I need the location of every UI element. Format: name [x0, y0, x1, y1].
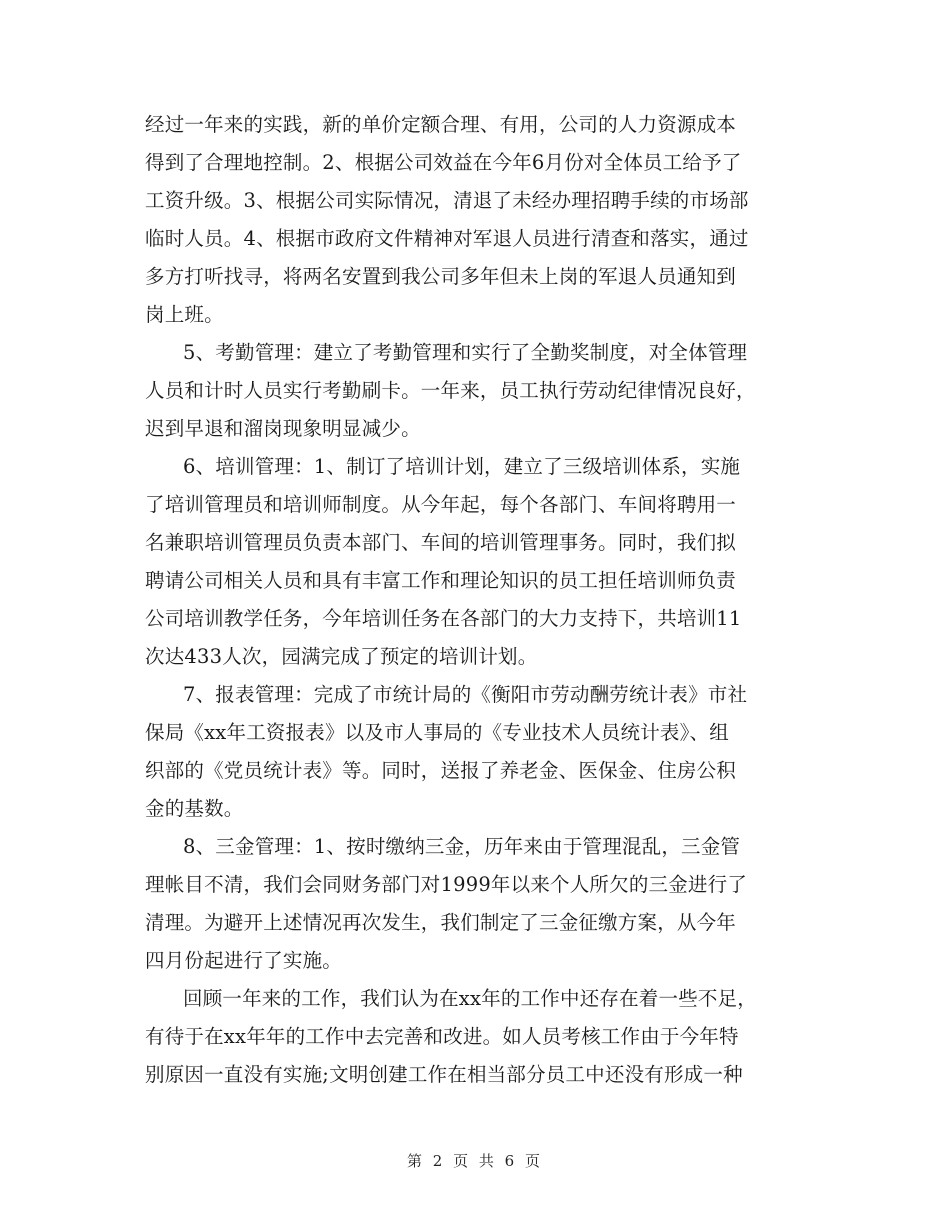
text-line: 人员和计时人员实行考勤刷卡。一年来，员工执行劳动纪律情况良好， — [145, 379, 756, 402]
text-line: 次达433人次，园满完成了预定的培训计划。 — [145, 645, 538, 668]
text-line: 临时人员。4、根据市政府文件精神对军退人员进行清查和落实，通过 — [145, 227, 749, 250]
text-line: 清理。为避开上述情况再次发生，我们制定了三金征缴方案，从今年 — [145, 911, 737, 934]
text-line: 聘请公司相关人员和具有丰富工作和理论知识的员工担任培训师负责 — [145, 569, 737, 592]
document-body — [145, 106, 813, 1094]
text-line: 7、报表管理：完成了市统计局的《衡阳市劳动酬劳统计表》市社 — [183, 683, 748, 706]
text-line: 8、三金管理：1、按时缴纳三金，历年来由于管理混乱，三金管 — [183, 835, 741, 858]
text-line: 岗上班。 — [145, 303, 224, 326]
text-line: 保局《xx年工资报表》以及市人事局的《专业技术人员统计表》、组 — [145, 721, 729, 744]
text-line: 名兼职培训管理员负责本部门、车间的培训管理事务。同时，我们拟 — [145, 531, 737, 554]
text-line: 得到了合理地控制。2、根据公司效益在今年6月份对全体员工给予了 — [145, 151, 742, 174]
text-line: 工资升级。3、根据公司实际情况，清退了未经办理招聘手续的市场部 — [145, 189, 749, 212]
text-line: 四月份起进行了实施。 — [145, 949, 343, 972]
text-line: 多方打听找寻，将两名安置到我公司多年但未上岗的军退人员通知到 — [145, 265, 737, 288]
text-line: 回顾一年来的工作，我们认为在xx年的工作中还存在着一些不足， — [183, 987, 757, 1010]
text-line: 公司培训教学任务，今年培训任务在各部门的大力支持下，共培训11 — [145, 607, 742, 630]
text-line: 有待于在xx年年的工作中去完善和改进。如人员考核工作由于今年特 — [145, 1025, 739, 1048]
text-line: 别原因一直没有实施;文明创建工作在相当部分员工中还没有形成一种 — [145, 1063, 743, 1086]
text-line: 5、考勤管理：建立了考勤管理和实行了全勤奖制度，对全体管理 — [183, 341, 748, 364]
page-footer: 第 2 页 共 6 页 — [407, 1152, 543, 1170]
text-line: 6、培训管理：1、制订了培训计划，建立了三级培训体系，实施 — [183, 455, 741, 478]
text-line: 迟到早退和溜岗现象明显减少。 — [145, 417, 421, 440]
text-line: 织部的《党员统计表》等。同时，送报了养老金、医保金、住房公积 — [145, 759, 737, 782]
text-line: 了培训管理员和培训师制度。从今年起，每个各部门、车间将聘用一 — [145, 493, 737, 516]
text-line: 金的基数。 — [145, 797, 244, 820]
text-line: 理帐目不清，我们会同财务部门对1999年以来个人所欠的三金进行了 — [145, 873, 748, 896]
text-line: 经过一年来的实践，新的单价定额合理、有用，公司的人力资源成本 — [145, 113, 737, 136]
